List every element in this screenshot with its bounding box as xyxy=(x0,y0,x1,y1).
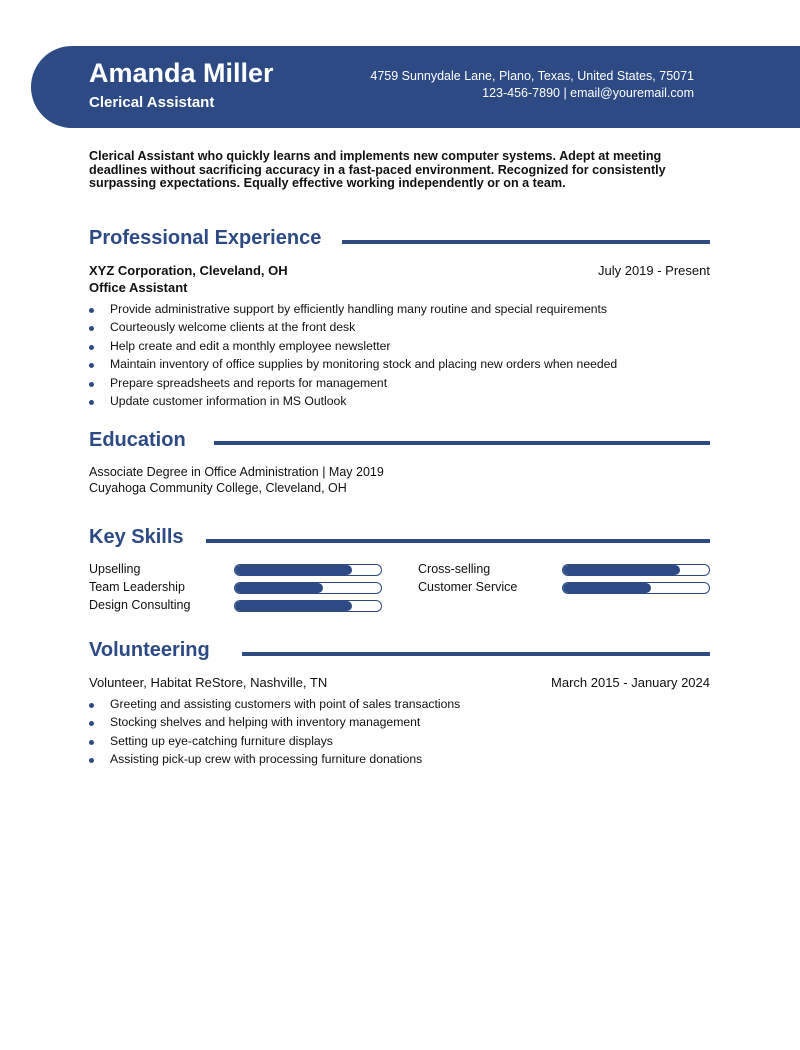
experience-heading: Professional Experience xyxy=(89,227,322,249)
bullet-icon xyxy=(89,400,94,405)
bullet-icon xyxy=(89,721,94,726)
education-divider xyxy=(214,441,710,445)
profile-summary: Clerical Assistant who quickly learns and implements new computer systems. Adept at meeting deadlines without sacrificing accuracy in a fast-paced environment. Recognized for consistently surpassing expectations. Equally effective working independently or on a team. xyxy=(89,149,666,191)
volunteering-bullets xyxy=(89,695,460,769)
volunteering-dates: March 2015 - January 2024 xyxy=(551,675,710,690)
list-item: Stocking shelves and helping with inventory management xyxy=(89,713,460,731)
skill-bar xyxy=(234,582,382,594)
education-degree: Associate Degree in Office Administration | May 2019 xyxy=(89,465,384,479)
skill-bar-fill xyxy=(235,601,352,611)
list-item: Setting up eye-catching furniture displays xyxy=(89,732,460,750)
bullet-icon xyxy=(89,363,94,368)
experience-divider xyxy=(342,240,710,244)
bullet-icon xyxy=(89,326,94,331)
skill-label: Customer Service xyxy=(418,580,518,594)
skill-bar-fill xyxy=(563,565,680,575)
bullet-icon xyxy=(89,703,94,708)
skill-label: Upselling xyxy=(89,562,141,576)
bullet-icon xyxy=(89,382,94,387)
experience-company: XYZ Corporation, Cleveland, OH xyxy=(89,263,288,278)
contact-phone-email: 123-456-7890 | email@youremail.com xyxy=(482,86,694,100)
skill-bar-fill xyxy=(235,565,352,575)
skill-label: Team Leadership xyxy=(89,580,185,594)
list-item: Greeting and assisting customers with point of sales transactions xyxy=(89,695,460,713)
candidate-title: Clerical Assistant xyxy=(89,94,215,111)
skill-bar xyxy=(234,564,382,576)
experience-bullets xyxy=(89,300,617,410)
list-item: Assisting pick-up crew with processing furniture donations xyxy=(89,750,460,768)
volunteering-org: Volunteer, Habitat ReStore, Nashville, TN xyxy=(89,675,328,690)
volunteering-divider xyxy=(242,652,710,656)
bullet-icon xyxy=(89,758,94,763)
bullet-icon xyxy=(89,345,94,350)
list-item: Maintain inventory of office supplies by monitoring stock and placing new orders when needed xyxy=(89,355,617,373)
skill-bar xyxy=(234,600,382,612)
bullet-icon xyxy=(89,308,94,313)
list-item: Prepare spreadsheets and reports for management xyxy=(89,374,617,392)
skill-label: Design Consulting xyxy=(89,598,191,612)
candidate-name: Amanda Miller xyxy=(89,58,274,88)
skill-bar-fill xyxy=(235,583,323,593)
list-item: Help create and edit a monthly employee newsletter xyxy=(89,337,617,355)
skill-label: Cross-selling xyxy=(418,562,491,576)
bullet-icon xyxy=(89,740,94,745)
skill-bar-fill xyxy=(563,583,651,593)
list-item: Provide administrative support by efficiently handling many routine and special requirements xyxy=(89,300,617,318)
volunteering-heading: Volunteering xyxy=(89,639,210,661)
contact-address: 4759 Sunnydale Lane, Plano, Texas, United States, 75071 xyxy=(370,69,694,83)
education-school: Cuyahoga Community College, Cleveland, OH xyxy=(89,481,347,495)
experience-role: Office Assistant xyxy=(89,280,188,295)
experience-dates: July 2019 - Present xyxy=(597,263,710,278)
skills-heading: Key Skills xyxy=(89,526,184,548)
skills-divider xyxy=(206,539,710,543)
skill-bar xyxy=(562,564,710,576)
list-item: Courteously welcome clients at the front desk xyxy=(89,318,617,336)
education-heading: Education xyxy=(89,429,186,451)
list-item: Update customer information in MS Outlook xyxy=(89,392,617,410)
skill-bar xyxy=(562,582,710,594)
